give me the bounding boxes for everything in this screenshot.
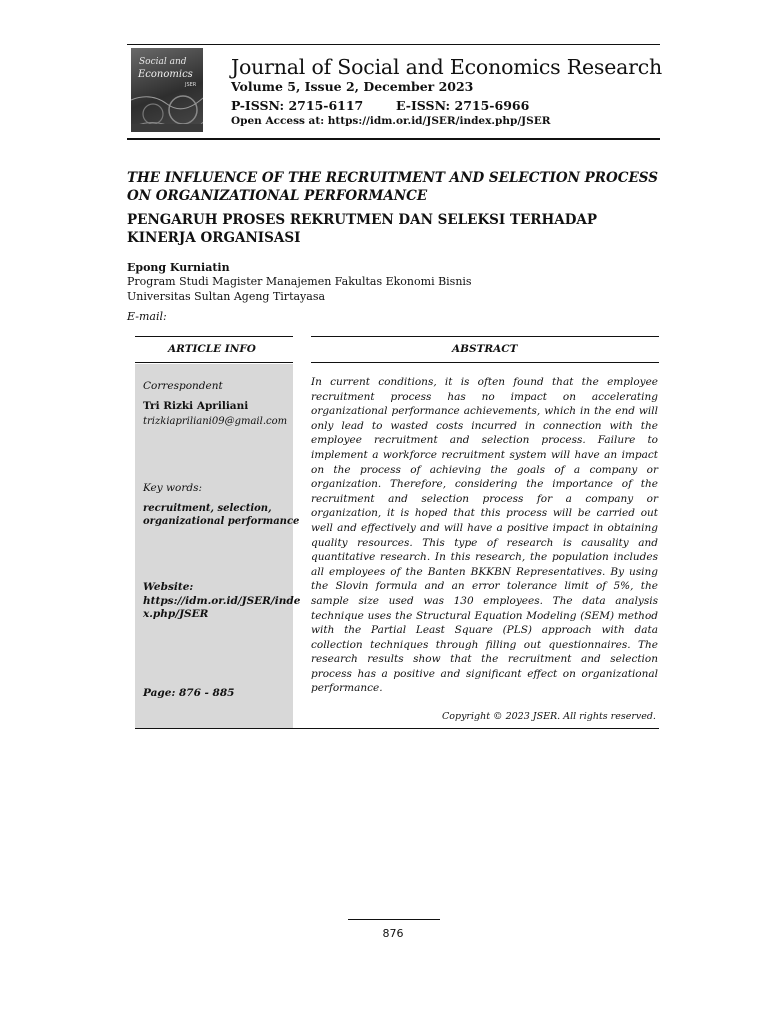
author-name: Epong Kurniatin [127, 261, 230, 274]
correspondent-email[interactable]: trizkiapriliani09@gmail.com [143, 416, 288, 427]
affiliation-line-2: Universitas Sultan Ageng Tirtayasa [127, 289, 326, 303]
e-issn: E-ISSN: 2715-6966 [396, 98, 530, 113]
website-url-line-1[interactable]: https://idm.or.id/JSER/inde [143, 595, 301, 607]
keywords-line-1: recruitment, selection, [143, 503, 272, 514]
cover-title-line2: Economics [138, 69, 193, 80]
abstract-header-rule [311, 362, 659, 363]
cover-title-line3: JSER [185, 82, 197, 88]
affiliation-line-1: Program Studi Magister Manajemen Fakultas Ekonomi Bisnis [127, 275, 472, 288]
author-email-label: E-mail: [127, 310, 167, 323]
cover-title-line1: Social and [139, 57, 187, 67]
article-info-header: ARTICLE INFO [168, 343, 256, 355]
open-access-link[interactable]: Open Access at: https://idm.or.id/JSER/index.php/JSER [231, 115, 551, 127]
keywords-label: Key words: [143, 482, 203, 494]
article-title-english: THE INFLUENCE OF THE RECRUITMENT AND SELECTION PROCESS ON ORGANIZATIONAL PERFORMANCE [127, 170, 658, 204]
footer-rule [348, 919, 440, 920]
journal-cover-image [131, 48, 203, 132]
abstract-top-rule [311, 336, 659, 337]
author-affiliation [127, 275, 472, 304]
article-title-indonesian: PENGARUH PROSES REKRUTMEN DAN SELEKSI TERHADAP KINERJA ORGANISASI [127, 212, 598, 246]
journal-volume: Volume 5, Issue 2, December 2023 [231, 79, 474, 94]
abstract-text: In current conditions, it is often found that the employee recruitment process has no impact on accelerating organizational performance achievements, which in the end will only lead to wasted costs incurred in connection with the employee recruitment and selection process. Failure to implement a workforce recruitment system will have an impact on the process of achieving the goals of a company or organization. Therefore, considering the importance of the recruitment and selection process for a company or organization, it is hoped that this process will be carried out well and effectively and will have a positive impact in obtaining quality resources. This type of research is causality and quantitative research. In this research, the population includes all employees of the Banten BKKBN Representatives. By using the Slovin formula and an error tolerance limit of 5%, the sample size used was 130 employees. The data analysis technique uses the Structural Equation Modeling (SEM) method with the Partial Least Square (PLS) approach with data collection techniques through filling out questionnaires. The research results show that the recruitment and selection process has a positive and significant effect on organizational performance. [311, 376, 658, 695]
correspondent-label: Correspondent [143, 380, 223, 392]
info-header-rule [135, 362, 293, 363]
info-bottom-rule [135, 728, 659, 729]
journal-name: Journal of Social and Economics Research [231, 55, 663, 79]
header-bottom-rule [127, 138, 660, 140]
page-number: 876 [382, 927, 404, 940]
page-range: Page: 876 - 885 [143, 687, 235, 699]
website-url-line-2[interactable]: x.php/JSER [143, 608, 209, 620]
abstract-header: ABSTRACT [452, 343, 518, 355]
copyright-notice: Copyright © 2023 JSER. All rights reserved. [442, 711, 656, 722]
correspondent-name: Tri Rizki Apriliani [143, 400, 249, 412]
p-issn: P-ISSN: 2715-6117 [231, 98, 364, 113]
website-label: Website: [143, 581, 194, 593]
keywords-line-2: organizational performance [143, 516, 300, 527]
info-top-rule [135, 336, 293, 337]
header-top-rule [127, 44, 660, 45]
